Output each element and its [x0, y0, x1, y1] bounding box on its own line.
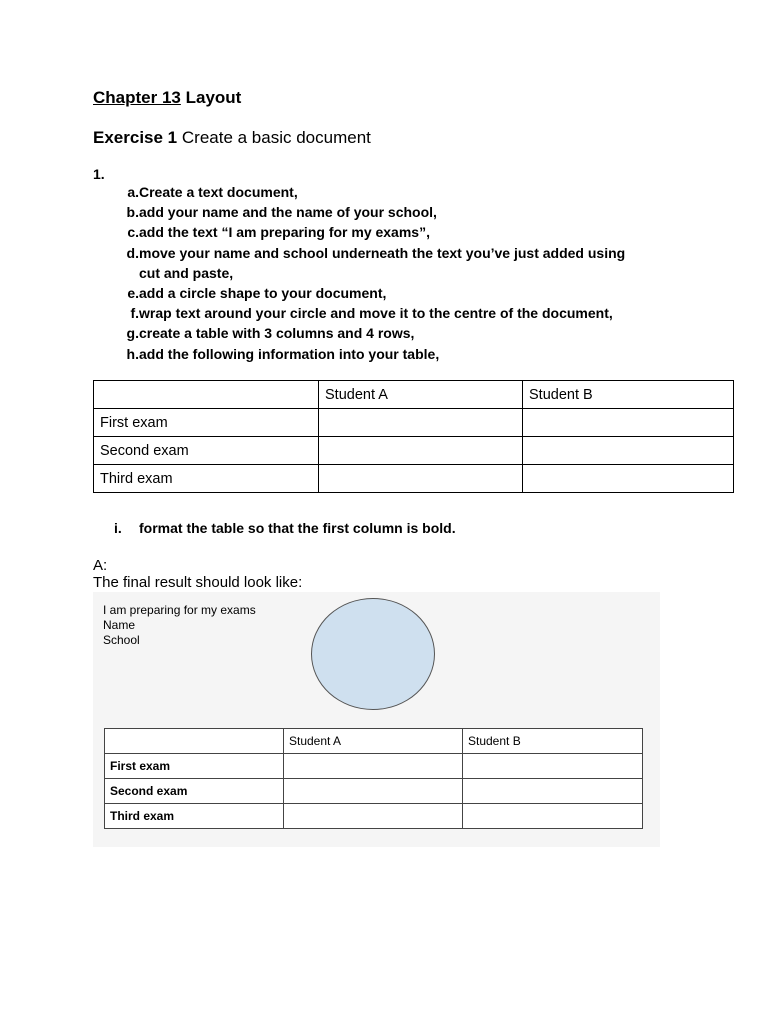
step-letter: d.: [126, 244, 139, 261]
exercise-title: Create a basic document: [181, 128, 371, 147]
list-item: [114, 303, 714, 323]
table-cell: [319, 409, 523, 437]
list-item: [114, 222, 714, 242]
table-header-row: [105, 729, 643, 754]
step-letter: f.: [130, 305, 139, 322]
step-text: Create a text document,: [139, 184, 298, 200]
list-item: [114, 344, 714, 364]
table-header-cell: Student B: [463, 729, 643, 754]
circle-shape: [311, 598, 435, 710]
table-row: [94, 437, 734, 465]
table-row: [105, 779, 643, 804]
table-cell: [523, 465, 734, 493]
chapter-heading: [93, 88, 241, 108]
table-cell: Second exam: [94, 437, 319, 465]
table-cell: [463, 804, 643, 829]
preview-table: [104, 728, 643, 829]
list-item: [114, 243, 714, 283]
list-item: [114, 202, 714, 222]
list-item: [114, 283, 714, 303]
table-cell: [319, 437, 523, 465]
preview-line: I am preparing for my exams: [103, 603, 256, 617]
step-text: wrap text around your circle and move it to the centre of the document,: [139, 305, 613, 322]
step-letter: c.: [127, 224, 139, 241]
table-cell: [523, 437, 734, 465]
table-cell: Third exam: [94, 465, 319, 493]
exercise-heading: [93, 128, 371, 148]
table-cell: First exam: [94, 409, 319, 437]
step-letter: a.: [127, 184, 139, 200]
table-cell: [319, 465, 523, 493]
step-letter: i.: [114, 520, 122, 536]
step-text: create a table with 3 columns and 4 rows,: [139, 325, 415, 342]
step-text: format the table so that the first column is bold.: [139, 520, 456, 536]
list-item: [114, 323, 714, 343]
step-letter: b.: [126, 204, 139, 221]
exercise-label: Exercise 1: [93, 128, 178, 147]
chapter-title: Layout: [185, 88, 242, 107]
table-row: [94, 465, 734, 493]
table-cell: [284, 779, 463, 804]
table-cell: [463, 779, 643, 804]
result-preview-image: [93, 592, 660, 847]
table-cell: Second exam: [105, 779, 284, 804]
table-row: [105, 754, 643, 779]
step-text: add your name and the name of your school,: [139, 204, 437, 221]
list-item: [114, 520, 456, 536]
list-item: [114, 182, 714, 202]
preview-text-block: [103, 603, 256, 648]
exam-table: [93, 380, 734, 493]
table-cell: Third exam: [105, 804, 284, 829]
table-cell: [284, 804, 463, 829]
table-header-cell: Student B: [523, 381, 734, 409]
preview-line: Name: [103, 618, 136, 632]
table-cell: [463, 754, 643, 779]
step-letter: e.: [127, 285, 139, 302]
step-text: add the text “I am preparing for my exams”,: [139, 224, 430, 241]
table-cell: [523, 409, 734, 437]
answer-label: A:: [93, 557, 108, 574]
step-text: add a circle shape to your document,: [139, 285, 387, 302]
table-row: [94, 409, 734, 437]
table-row: [105, 804, 643, 829]
step-letter: g.: [126, 325, 139, 342]
answer-section: [93, 557, 302, 591]
table-header-cell: Student A: [319, 381, 523, 409]
step-text: move your name and school underneath the text you’ve just added using cut and paste,: [139, 244, 626, 281]
answer-caption: The final result should look like:: [93, 574, 303, 591]
preview-line: School: [103, 633, 140, 647]
table-cell: [105, 729, 284, 754]
step-list: [114, 182, 714, 364]
step-letter: h.: [126, 345, 139, 362]
table-header-row: [94, 381, 734, 409]
chapter-number: Chapter 13: [93, 88, 181, 107]
table-header-cell: Student A: [284, 729, 463, 754]
step-text: add the following information into your table,: [139, 345, 440, 362]
table-cell: [284, 754, 463, 779]
question-number: 1.: [93, 166, 105, 182]
table-cell: First exam: [105, 754, 284, 779]
table-cell: [94, 381, 319, 409]
